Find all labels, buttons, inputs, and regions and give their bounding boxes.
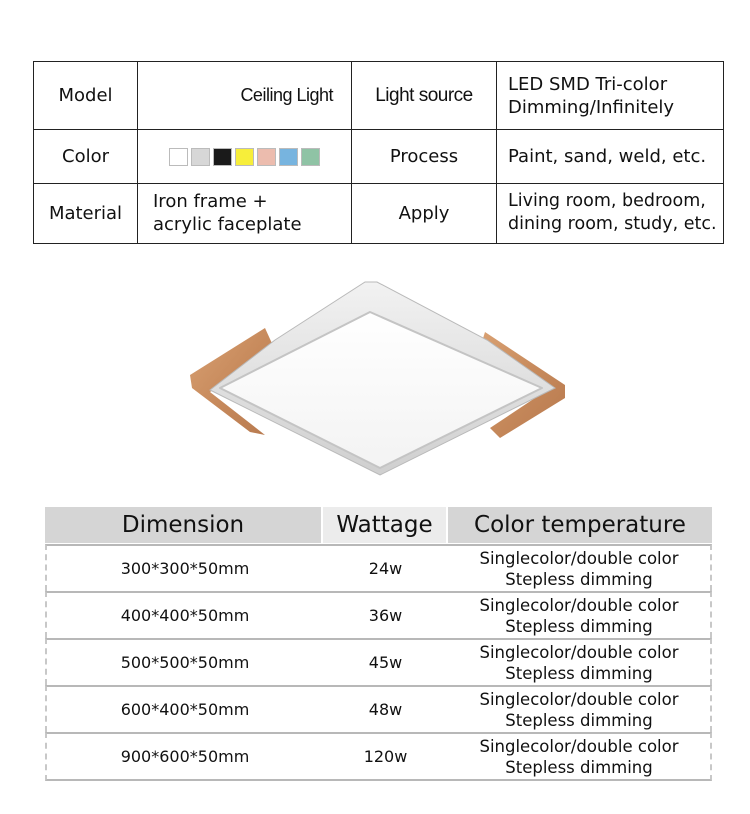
dimension-cell: 600*400*50mm [120, 700, 250, 719]
color-label: Color [34, 130, 138, 183]
apply-line1: Living room, bedroom, [508, 191, 706, 212]
dimension-table [45, 507, 712, 781]
apply-label: Apply [352, 183, 497, 243]
color-temperature-cell [448, 640, 710, 685]
swatch-yellow [235, 148, 254, 166]
ct-line1: Singlecolor/double color [479, 736, 679, 756]
wattage-cell: 24w [368, 559, 403, 578]
light-source-label-text: Light source [375, 84, 473, 106]
dimension-table-header [45, 507, 712, 543]
material-label: Material [34, 183, 138, 243]
color-temperature-cell [448, 593, 710, 638]
dimension-cell: 300*300*50mm [120, 559, 250, 578]
material-value [138, 183, 352, 243]
ct-line1: Singlecolor/double color [479, 595, 679, 615]
wattage-cell: 45w [368, 653, 403, 672]
ct-line2: Stepless dimming [505, 616, 653, 636]
process-label: Process [352, 130, 497, 183]
ct-line2: Stepless dimming [505, 663, 653, 683]
dimension-cell: 500*500*50mm [120, 653, 250, 672]
table-row [45, 544, 712, 591]
spec-row-material [34, 183, 724, 243]
table-row [45, 685, 712, 732]
light-source-line1: LED SMD Tri-color [508, 73, 668, 95]
material-line2: acrylic faceplate [153, 214, 302, 236]
swatch-black [213, 148, 232, 166]
light-source-line2: Dimming/Infinitely [508, 96, 675, 118]
header-wattage: Wattage [323, 507, 446, 543]
swatch-white [169, 148, 188, 166]
model-value [138, 62, 352, 130]
ct-line2: Stepless dimming [505, 710, 653, 730]
material-line1: Iron frame + [153, 191, 268, 213]
dimension-cell: 400*400*50mm [120, 606, 250, 625]
table-row [45, 591, 712, 638]
ct-line2: Stepless dimming [505, 569, 653, 589]
model-label: Model [34, 62, 138, 130]
spec-row-model [34, 62, 724, 130]
process-value: Paint, sand, weld, etc. [497, 130, 724, 183]
ct-line1: Singlecolor/double color [479, 689, 679, 709]
spec-row-color [34, 130, 724, 183]
color-swatches-cell [138, 130, 352, 183]
color-temperature-cell [448, 734, 710, 779]
header-color-temperature: Color temperature [448, 507, 712, 543]
apply-line2: dining room, study, etc. [508, 214, 717, 235]
apply-value [497, 183, 724, 243]
swatch-pink [257, 148, 276, 166]
light-source-value [497, 62, 724, 130]
ct-line2: Stepless dimming [505, 757, 653, 777]
swatch-green [301, 148, 320, 166]
color-swatches [138, 148, 351, 166]
wattage-cell: 48w [368, 700, 403, 719]
model-value-text: Ceiling Light [240, 85, 333, 106]
table-row [45, 638, 712, 685]
ceiling-light-image [180, 270, 580, 490]
color-temperature-cell [448, 687, 710, 732]
dimension-cell: 900*600*50mm [120, 747, 250, 766]
ct-line1: Singlecolor/double color [479, 642, 679, 662]
light-source-label [352, 62, 497, 130]
swatch-grey [191, 148, 210, 166]
wattage-cell: 120w [363, 747, 408, 766]
table-row [45, 732, 712, 781]
wattage-cell: 36w [368, 606, 403, 625]
ct-line1: Singlecolor/double color [479, 548, 679, 568]
color-temperature-cell [448, 546, 710, 591]
spec-table [33, 61, 724, 244]
swatch-blue [279, 148, 298, 166]
header-dimension: Dimension [45, 507, 321, 543]
